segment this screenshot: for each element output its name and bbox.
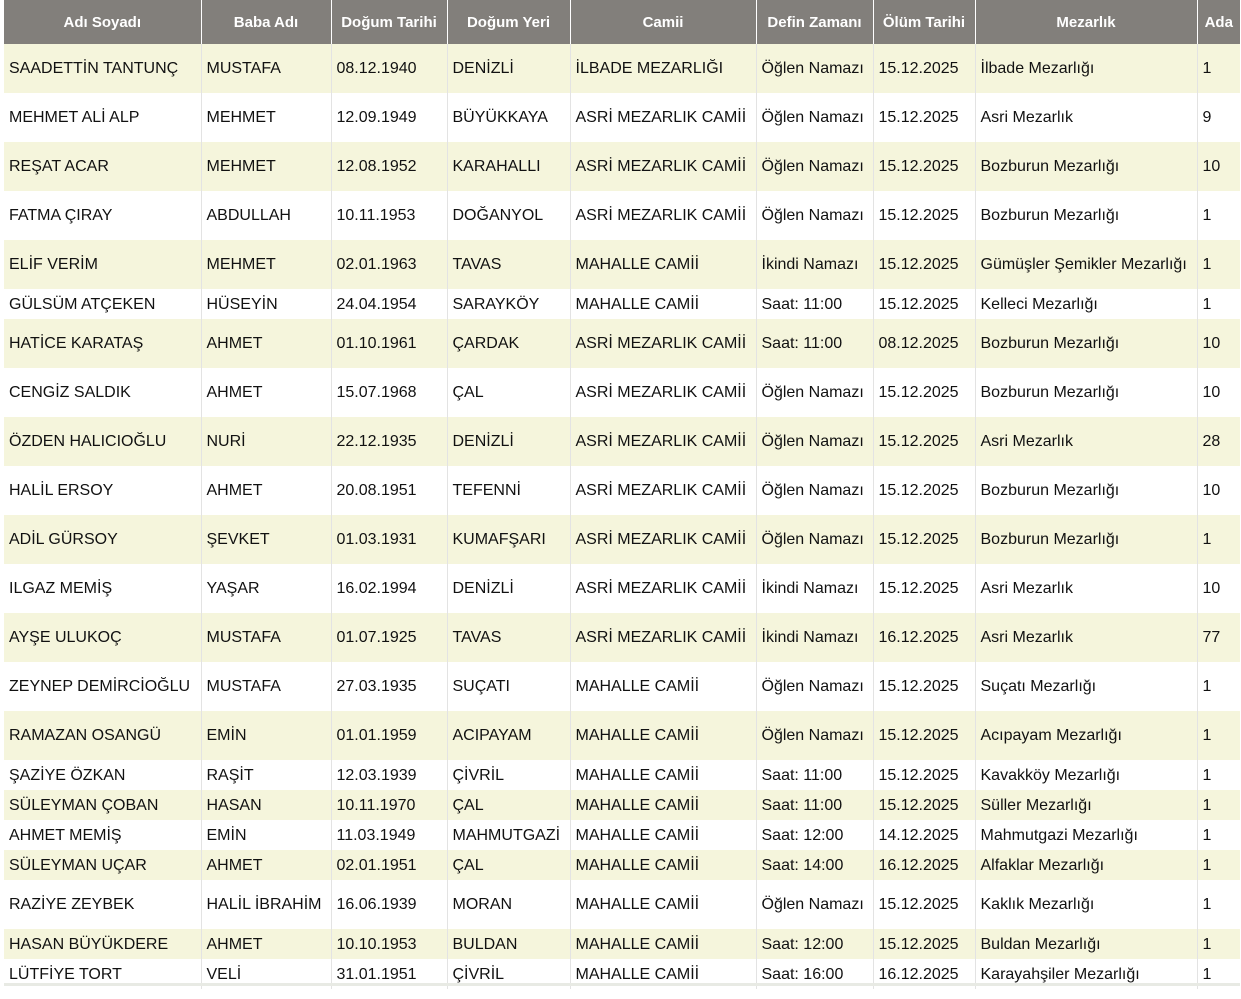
cell-burial-time: İkindi Namazı	[756, 564, 873, 613]
cell-birth-place: TAVAS	[447, 613, 570, 662]
cell-father-name: MUSTAFA	[201, 44, 331, 93]
cell-death-date: 14.12.2025	[873, 820, 975, 850]
cell-father-name: ABDULLAH	[201, 191, 331, 240]
cell-birth-place: ÇİVRİL	[447, 959, 570, 989]
cell-cemetery: Kelleci Mezarlığı	[975, 289, 1197, 319]
cell-plot: 10	[1197, 466, 1240, 515]
cell-birth-place: ACIPAYAM	[447, 711, 570, 760]
cell-mosque: ASRİ MEZARLIK CAMİİ	[570, 564, 756, 613]
cell-plot: 1	[1197, 760, 1240, 790]
cell-death-date: 15.12.2025	[873, 44, 975, 93]
cell-birth-place: DENİZLİ	[447, 44, 570, 93]
table-row[interactable]	[4, 93, 1240, 142]
cell-burial-time: Öğlen Namazı	[756, 466, 873, 515]
cell-birth-place: DENİZLİ	[447, 417, 570, 466]
cell-birth-place: ÇİVRİL	[447, 760, 570, 790]
cell-death-date: 15.12.2025	[873, 790, 975, 820]
cell-mosque: ASRİ MEZARLIK CAMİİ	[570, 417, 756, 466]
cell-birth-date: 11.03.1949	[331, 820, 447, 850]
cell-cemetery: Gümüşler Şemikler Mezarlığı	[975, 240, 1197, 289]
cell-burial-time: Öğlen Namazı	[756, 191, 873, 240]
cell-birth-date: 02.01.1963	[331, 240, 447, 289]
cell-burial-time: Saat: 11:00	[756, 790, 873, 820]
cell-cemetery: Acıpayam Mezarlığı	[975, 711, 1197, 760]
table-body	[4, 44, 1240, 989]
cell-cemetery: Bozburun Mezarlığı	[975, 319, 1197, 368]
cell-burial-time: Saat: 16:00	[756, 959, 873, 989]
cell-death-date: 15.12.2025	[873, 515, 975, 564]
cell-mosque: MAHALLE CAMİİ	[570, 929, 756, 959]
cell-father-name: ŞEVKET	[201, 515, 331, 564]
table-header-row	[4, 0, 1240, 44]
cell-burial-time: Öğlen Namazı	[756, 44, 873, 93]
cell-name: ÖZDEN HALICIOĞLU	[4, 417, 201, 466]
cell-birth-place: ÇARDAK	[447, 319, 570, 368]
cell-name: LÜTFİYE TORT	[4, 959, 201, 989]
cell-name: ZEYNEP DEMİRCİOĞLU	[4, 662, 201, 711]
table-row[interactable]	[4, 289, 1240, 319]
cell-father-name: AHMET	[201, 319, 331, 368]
cell-father-name: MUSTAFA	[201, 613, 331, 662]
table-row[interactable]	[4, 44, 1240, 93]
burial-table	[4, 0, 1240, 989]
cell-burial-time: Öğlen Namazı	[756, 662, 873, 711]
cell-mosque: MAHALLE CAMİİ	[570, 760, 756, 790]
cell-mosque: ASRİ MEZARLIK CAMİİ	[570, 368, 756, 417]
table-row[interactable]	[4, 142, 1240, 191]
column-header-birth-place[interactable]: Doğum Yeri	[447, 0, 570, 44]
cell-cemetery: Suçatı Mezarlığı	[975, 662, 1197, 711]
cell-father-name: HALİL İBRAHİM	[201, 880, 331, 929]
cell-birth-place: BÜYÜKKAYA	[447, 93, 570, 142]
cell-birth-date: 10.10.1953	[331, 929, 447, 959]
cell-mosque: MAHALLE CAMİİ	[570, 711, 756, 760]
cell-birth-place: ÇAL	[447, 368, 570, 417]
cell-death-date: 15.12.2025	[873, 417, 975, 466]
cell-plot: 1	[1197, 44, 1240, 93]
cell-father-name: RAŞİT	[201, 760, 331, 790]
cell-plot: 1	[1197, 850, 1240, 880]
cell-death-date: 15.12.2025	[873, 880, 975, 929]
cell-name: ILGAZ MEMİŞ	[4, 564, 201, 613]
cell-death-date: 08.12.2025	[873, 319, 975, 368]
cell-mosque: ASRİ MEZARLIK CAMİİ	[570, 93, 756, 142]
cell-death-date: 15.12.2025	[873, 142, 975, 191]
cell-birth-date: 20.08.1951	[331, 466, 447, 515]
cell-father-name: AHMET	[201, 850, 331, 880]
cell-cemetery: İlbade Mezarlığı	[975, 44, 1197, 93]
table-bottom-border	[4, 983, 1240, 986]
cell-name: HALİL ERSOY	[4, 466, 201, 515]
cell-name: CENGİZ SALDIK	[4, 368, 201, 417]
cell-cemetery: Buldan Mezarlığı	[975, 929, 1197, 959]
cell-cemetery: Asri Mezarlık	[975, 93, 1197, 142]
table-row[interactable]	[4, 368, 1240, 417]
cell-birth-date: 01.10.1961	[331, 319, 447, 368]
column-header-plot[interactable]: Ada	[1197, 0, 1240, 44]
cell-birth-date: 15.07.1968	[331, 368, 447, 417]
cell-death-date: 15.12.2025	[873, 289, 975, 319]
cell-plot: 1	[1197, 191, 1240, 240]
cell-burial-time: Öğlen Namazı	[756, 880, 873, 929]
cell-birth-date: 27.03.1935	[331, 662, 447, 711]
cell-cemetery: Kaklık Mezarlığı	[975, 880, 1197, 929]
cell-father-name: AHMET	[201, 466, 331, 515]
cell-father-name: MUSTAFA	[201, 662, 331, 711]
cell-cemetery: Bozburun Mezarlığı	[975, 368, 1197, 417]
cell-name: RAMAZAN OSANGÜ	[4, 711, 201, 760]
cell-birth-place: SARAYKÖY	[447, 289, 570, 319]
cell-death-date: 15.12.2025	[873, 662, 975, 711]
table-row[interactable]	[4, 240, 1240, 289]
cell-plot: 1	[1197, 929, 1240, 959]
cell-mosque: ASRİ MEZARLIK CAMİİ	[570, 142, 756, 191]
cell-birth-date: 08.12.1940	[331, 44, 447, 93]
cell-plot: 9	[1197, 93, 1240, 142]
cell-cemetery: Mahmutgazi Mezarlığı	[975, 820, 1197, 850]
table-row[interactable]	[4, 466, 1240, 515]
cell-birth-date: 01.01.1959	[331, 711, 447, 760]
cell-cemetery: Asri Mezarlık	[975, 613, 1197, 662]
cell-birth-place: TEFENNİ	[447, 466, 570, 515]
cell-name: MEHMET ALİ ALP	[4, 93, 201, 142]
table-row[interactable]	[4, 820, 1240, 850]
cell-burial-time: Saat: 11:00	[756, 760, 873, 790]
cell-birth-place: KARAHALLI	[447, 142, 570, 191]
cell-birth-date: 16.02.1994	[331, 564, 447, 613]
cell-name: AYŞE ULUKOÇ	[4, 613, 201, 662]
cell-name: SAADETTİN TANTUNÇ	[4, 44, 201, 93]
cell-plot: 10	[1197, 142, 1240, 191]
cell-plot: 1	[1197, 820, 1240, 850]
cell-plot: 1	[1197, 790, 1240, 820]
cell-name: ŞAZİYE ÖZKAN	[4, 760, 201, 790]
cell-plot: 1	[1197, 662, 1240, 711]
column-header-burial-time[interactable]: Defin Zamanı	[756, 0, 873, 44]
cell-plot: 1	[1197, 711, 1240, 760]
cell-burial-time: Saat: 11:00	[756, 319, 873, 368]
cell-father-name: HÜSEYİN	[201, 289, 331, 319]
cell-plot: 1	[1197, 289, 1240, 319]
cell-burial-time: Öğlen Namazı	[756, 93, 873, 142]
cell-plot: 1	[1197, 240, 1240, 289]
table-row[interactable]	[4, 662, 1240, 711]
cell-mosque: MAHALLE CAMİİ	[570, 880, 756, 929]
cell-cemetery: Bozburun Mezarlığı	[975, 191, 1197, 240]
cell-birth-place: DOĞANYOL	[447, 191, 570, 240]
cell-birth-place: SUÇATI	[447, 662, 570, 711]
table-row[interactable]	[4, 711, 1240, 760]
cell-birth-place: ÇAL	[447, 790, 570, 820]
table-row[interactable]	[4, 191, 1240, 240]
cell-father-name: AHMET	[201, 929, 331, 959]
cell-birth-date: 12.08.1952	[331, 142, 447, 191]
table-row[interactable]	[4, 613, 1240, 662]
cell-birth-place: TAVAS	[447, 240, 570, 289]
cell-death-date: 16.12.2025	[873, 850, 975, 880]
column-header-cemetery[interactable]: Mezarlık	[975, 0, 1197, 44]
cell-death-date: 15.12.2025	[873, 760, 975, 790]
cell-burial-time: Saat: 12:00	[756, 820, 873, 850]
cell-plot: 77	[1197, 613, 1240, 662]
cell-death-date: 15.12.2025	[873, 191, 975, 240]
cell-birth-place: DENİZLİ	[447, 564, 570, 613]
column-header-death-date[interactable]: Ölüm Tarihi	[873, 0, 975, 44]
cell-death-date: 16.12.2025	[873, 613, 975, 662]
table-row[interactable]	[4, 760, 1240, 790]
cell-plot: 1	[1197, 959, 1240, 989]
table-row[interactable]	[4, 850, 1240, 880]
cell-cemetery: Karayahşiler Mezarlığı	[975, 959, 1197, 989]
cell-birth-date: 12.09.1949	[331, 93, 447, 142]
table-row[interactable]	[4, 515, 1240, 564]
column-header-father-name[interactable]: Baba Adı	[201, 0, 331, 44]
cell-father-name: MEHMET	[201, 93, 331, 142]
cell-name: ELİF VERİM	[4, 240, 201, 289]
cell-father-name: NURİ	[201, 417, 331, 466]
cell-plot: 10	[1197, 564, 1240, 613]
cell-father-name: HASAN	[201, 790, 331, 820]
cell-death-date: 15.12.2025	[873, 240, 975, 289]
cell-burial-time: İkindi Namazı	[756, 240, 873, 289]
burial-table-container	[4, 0, 1240, 989]
cell-birth-date: 02.01.1951	[331, 850, 447, 880]
cell-birth-place: MAHMUTGAZİ	[447, 820, 570, 850]
cell-name: HATİCE KARATAŞ	[4, 319, 201, 368]
cell-father-name: MEHMET	[201, 142, 331, 191]
cell-birth-place: KUMAFŞARI	[447, 515, 570, 564]
cell-birth-date: 22.12.1935	[331, 417, 447, 466]
cell-father-name: EMİN	[201, 820, 331, 850]
cell-cemetery: Bozburun Mezarlığı	[975, 142, 1197, 191]
cell-death-date: 15.12.2025	[873, 564, 975, 613]
table-row[interactable]	[4, 417, 1240, 466]
cell-burial-time: Öğlen Namazı	[756, 368, 873, 417]
cell-mosque: ASRİ MEZARLIK CAMİİ	[570, 191, 756, 240]
cell-birth-date: 31.01.1951	[331, 959, 447, 989]
cell-cemetery: Asri Mezarlık	[975, 417, 1197, 466]
cell-burial-time: Öğlen Namazı	[756, 142, 873, 191]
cell-birth-date: 24.04.1954	[331, 289, 447, 319]
cell-birth-date: 16.06.1939	[331, 880, 447, 929]
cell-cemetery: Kavakköy Mezarlığı	[975, 760, 1197, 790]
table-row[interactable]	[4, 319, 1240, 368]
cell-burial-time: Öğlen Namazı	[756, 417, 873, 466]
cell-name: FATMA ÇIRAY	[4, 191, 201, 240]
table-row[interactable]	[4, 880, 1240, 929]
cell-name: RAZİYE ZEYBEK	[4, 880, 201, 929]
cell-father-name: EMİN	[201, 711, 331, 760]
column-header-mosque[interactable]: Camii	[570, 0, 756, 44]
cell-death-date: 15.12.2025	[873, 929, 975, 959]
cell-death-date: 15.12.2025	[873, 711, 975, 760]
cell-death-date: 15.12.2025	[873, 368, 975, 417]
cell-mosque: ASRİ MEZARLIK CAMİİ	[570, 319, 756, 368]
table-row[interactable]	[4, 929, 1240, 959]
cell-death-date: 16.12.2025	[873, 959, 975, 989]
cell-mosque: MAHALLE CAMİİ	[570, 820, 756, 850]
cell-father-name: AHMET	[201, 368, 331, 417]
cell-mosque: İLBADE MEZARLIĞI	[570, 44, 756, 93]
cell-plot: 10	[1197, 319, 1240, 368]
cell-father-name: VELİ	[201, 959, 331, 989]
cell-name: GÜLSÜM ATÇEKEN	[4, 289, 201, 319]
cell-name: SÜLEYMAN UÇAR	[4, 850, 201, 880]
cell-death-date: 15.12.2025	[873, 466, 975, 515]
cell-mosque: MAHALLE CAMİİ	[570, 240, 756, 289]
column-header-birth-date[interactable]: Doğum Tarihi	[331, 0, 447, 44]
cell-cemetery: Bozburun Mezarlığı	[975, 515, 1197, 564]
cell-birth-place: BULDAN	[447, 929, 570, 959]
cell-cemetery: Süller Mezarlığı	[975, 790, 1197, 820]
cell-plot: 10	[1197, 368, 1240, 417]
cell-burial-time: Öğlen Namazı	[756, 515, 873, 564]
cell-mosque: ASRİ MEZARLIK CAMİİ	[570, 466, 756, 515]
cell-cemetery: Alfaklar Mezarlığı	[975, 850, 1197, 880]
cell-burial-time: Öğlen Namazı	[756, 711, 873, 760]
cell-birth-place: MORAN	[447, 880, 570, 929]
cell-mosque: MAHALLE CAMİİ	[570, 959, 756, 989]
cell-cemetery: Asri Mezarlık	[975, 564, 1197, 613]
cell-mosque: ASRİ MEZARLIK CAMİİ	[570, 515, 756, 564]
table-row[interactable]	[4, 564, 1240, 613]
column-header-name[interactable]: Adı Soyadı	[4, 0, 201, 44]
cell-plot: 1	[1197, 515, 1240, 564]
cell-name: ADİL GÜRSOY	[4, 515, 201, 564]
table-row[interactable]	[4, 790, 1240, 820]
cell-plot: 28	[1197, 417, 1240, 466]
cell-mosque: MAHALLE CAMİİ	[570, 289, 756, 319]
cell-plot: 1	[1197, 880, 1240, 929]
cell-birth-date: 10.11.1970	[331, 790, 447, 820]
cell-father-name: YAŞAR	[201, 564, 331, 613]
cell-name: SÜLEYMAN ÇOBAN	[4, 790, 201, 820]
cell-mosque: MAHALLE CAMİİ	[570, 790, 756, 820]
cell-birth-date: 10.11.1953	[331, 191, 447, 240]
cell-burial-time: Saat: 12:00	[756, 929, 873, 959]
cell-name: HASAN BÜYÜKDERE	[4, 929, 201, 959]
cell-father-name: MEHMET	[201, 240, 331, 289]
cell-burial-time: Saat: 11:00	[756, 289, 873, 319]
cell-mosque: MAHALLE CAMİİ	[570, 662, 756, 711]
cell-death-date: 15.12.2025	[873, 93, 975, 142]
cell-burial-time: Saat: 14:00	[756, 850, 873, 880]
cell-mosque: ASRİ MEZARLIK CAMİİ	[570, 613, 756, 662]
cell-name: REŞAT ACAR	[4, 142, 201, 191]
cell-birth-date: 01.03.1931	[331, 515, 447, 564]
cell-birth-date: 01.07.1925	[331, 613, 447, 662]
cell-name: AHMET MEMİŞ	[4, 820, 201, 850]
cell-birth-date: 12.03.1939	[331, 760, 447, 790]
cell-birth-place: ÇAL	[447, 850, 570, 880]
cell-mosque: MAHALLE CAMİİ	[570, 850, 756, 880]
cell-burial-time: İkindi Namazı	[756, 613, 873, 662]
cell-cemetery: Bozburun Mezarlığı	[975, 466, 1197, 515]
